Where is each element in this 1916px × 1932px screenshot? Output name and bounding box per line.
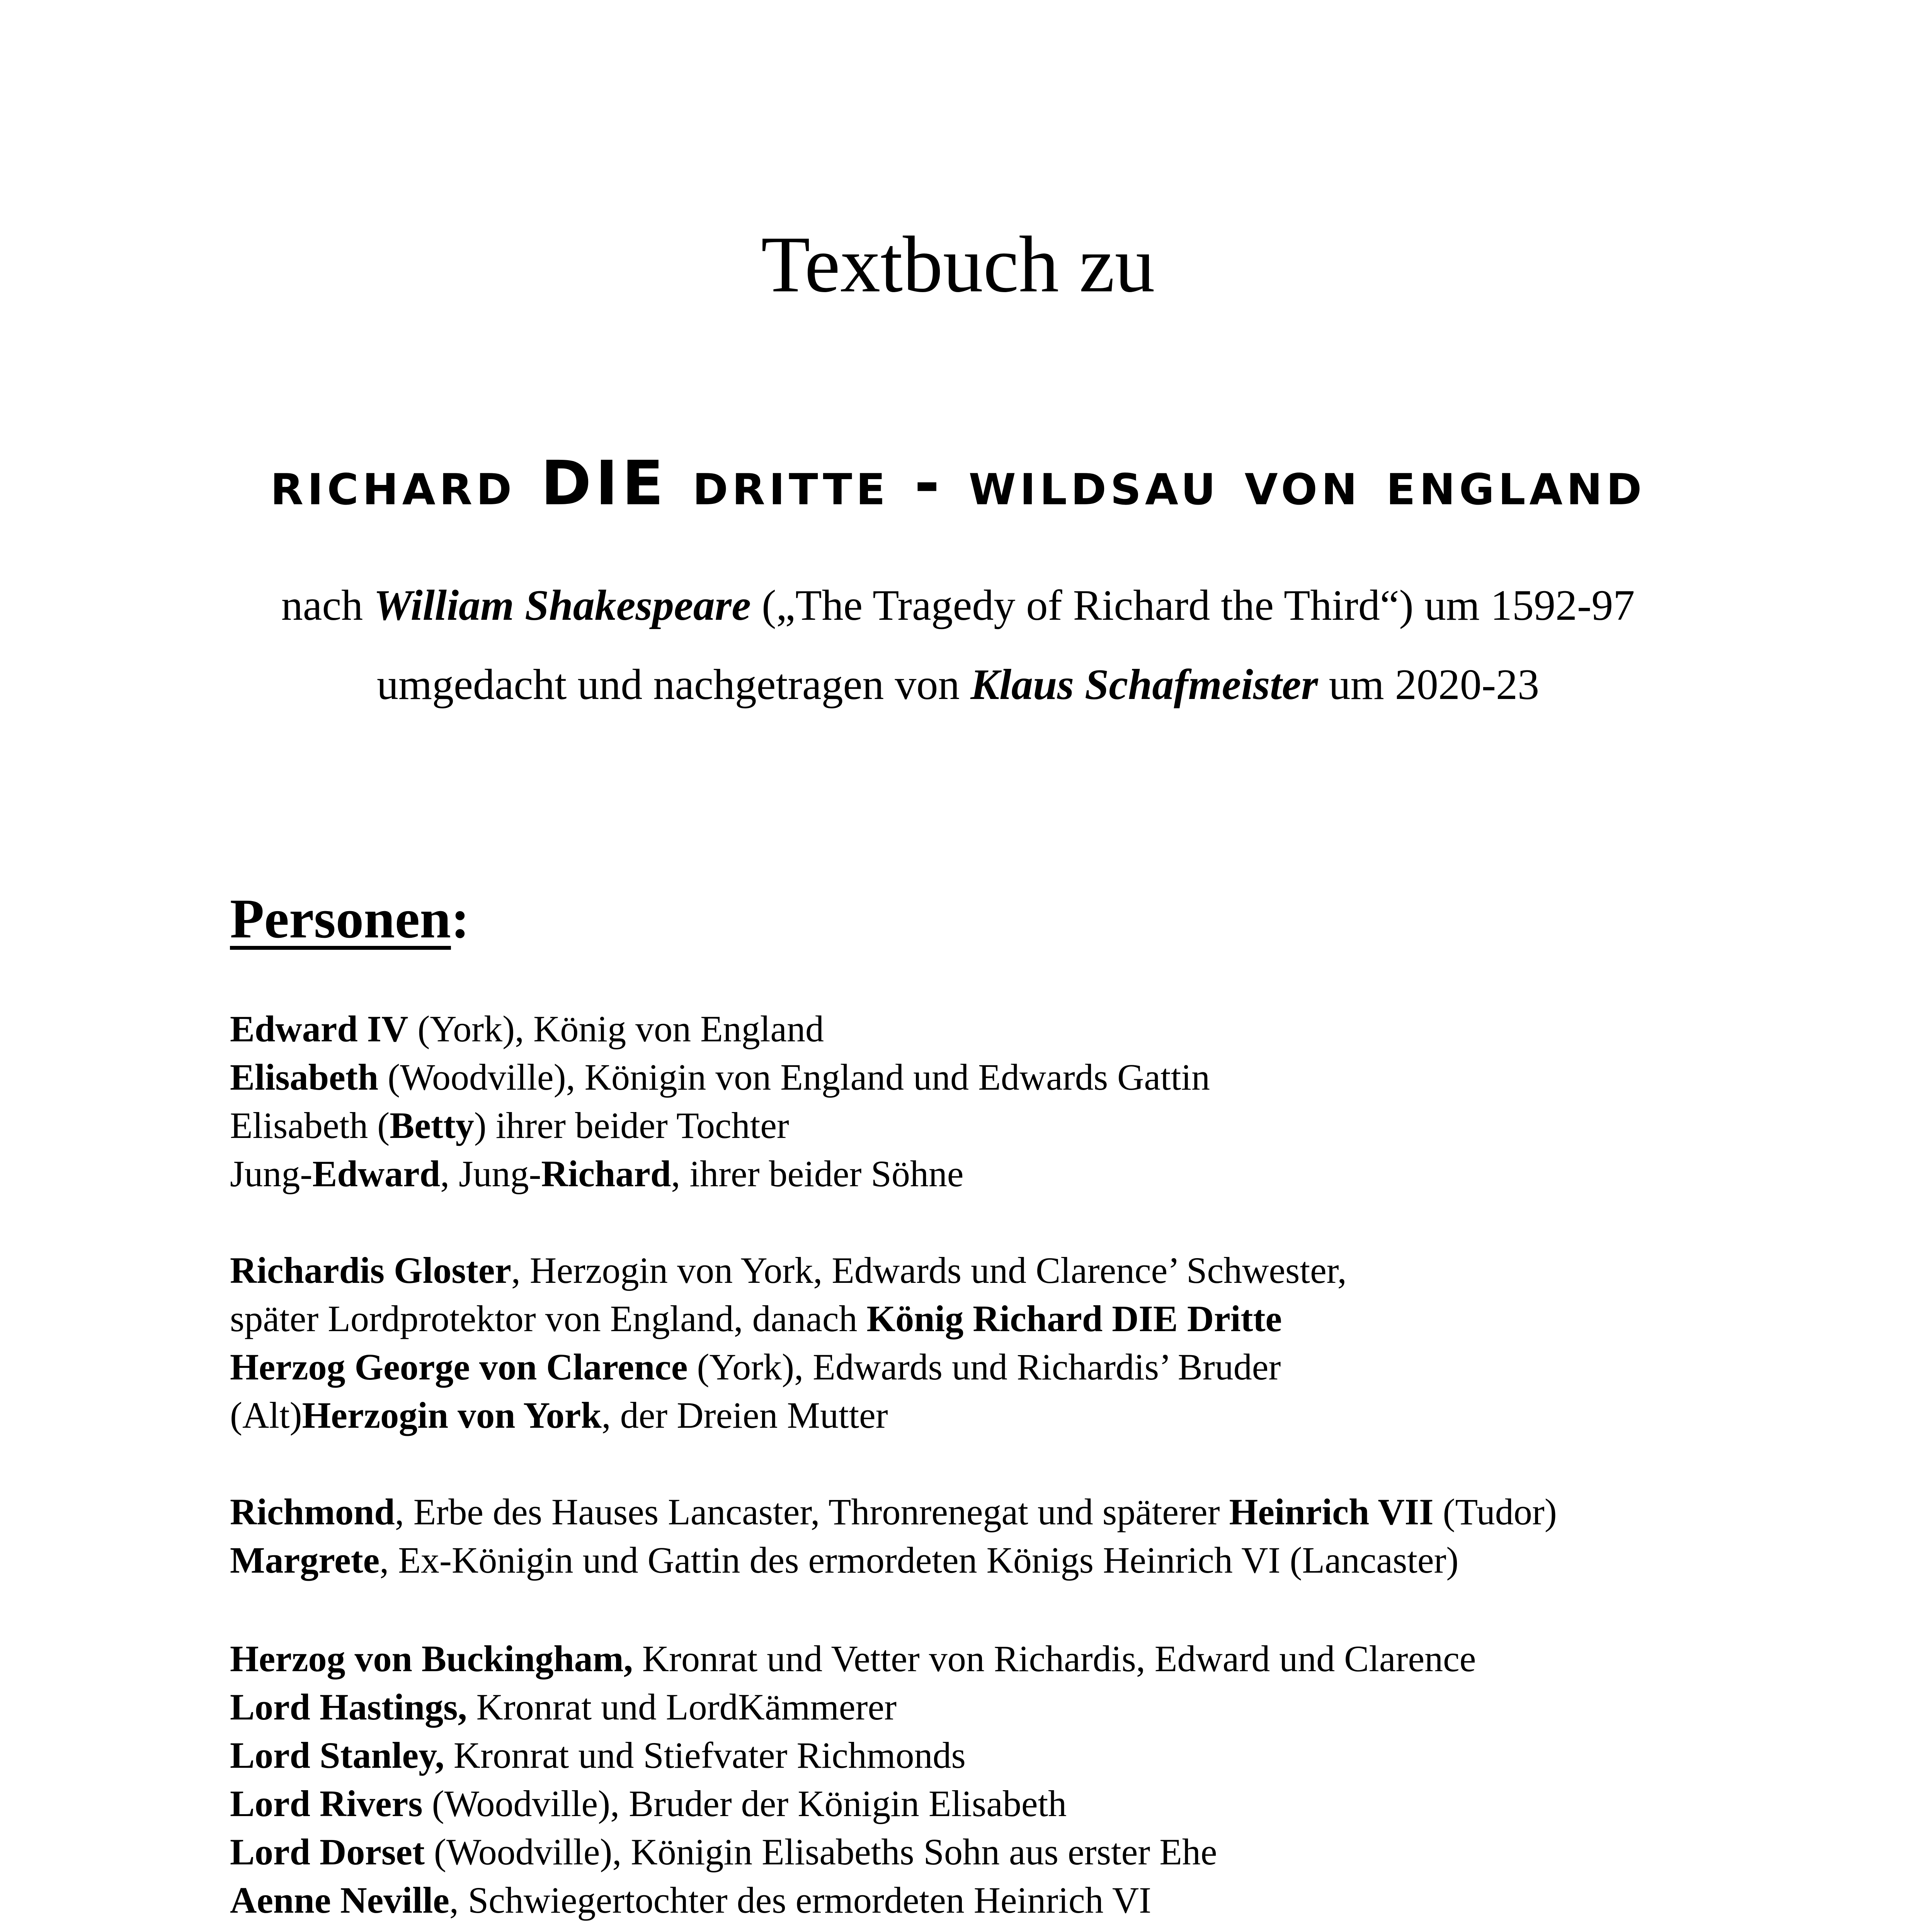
cast-description: (Tudor) bbox=[1433, 1491, 1557, 1532]
cast-name: Margrete bbox=[230, 1539, 380, 1581]
cast-entry bbox=[230, 1101, 1698, 1150]
cast-group bbox=[230, 1005, 1698, 1198]
cast-entry bbox=[230, 1634, 1698, 1683]
cast-entry bbox=[230, 1828, 1698, 1876]
cast-entry bbox=[230, 1876, 1698, 1924]
cast-name: Richard bbox=[541, 1153, 671, 1194]
credit-prefix: nach bbox=[281, 582, 374, 629]
credit-suffix: („The Tragedy of Richard the Third“) um 1592-97 bbox=[751, 582, 1635, 629]
cast-description: (Woodville), Königin Elisabeths Sohn aus erster Ehe bbox=[424, 1831, 1217, 1872]
cast-name: Lord Hastings, bbox=[230, 1686, 467, 1728]
cast-description: , Schwiegertochter des ermordeten Heinrich VI bbox=[449, 1879, 1152, 1921]
play-title bbox=[0, 450, 1916, 517]
cast-entry bbox=[230, 1343, 1698, 1391]
cast-name: Edward bbox=[312, 1153, 441, 1194]
cast-description: , der Dreien Mutter bbox=[601, 1395, 888, 1436]
cast-name: Betty bbox=[390, 1105, 474, 1146]
page-title: Textbuch zu bbox=[761, 220, 1155, 309]
cast-description: Kronrat und Stiefvater Richmonds bbox=[444, 1735, 966, 1776]
play-title-part2: DIE bbox=[541, 448, 668, 519]
cast-entry bbox=[230, 1731, 1698, 1779]
cast-entry bbox=[230, 1779, 1698, 1828]
cast-name: Herzog George von Clarence bbox=[230, 1346, 688, 1388]
cast-group bbox=[230, 1246, 1698, 1439]
cast-name: König Richard DIE Dritte bbox=[866, 1298, 1282, 1339]
cast-description: Jung- bbox=[230, 1153, 313, 1194]
cast-group bbox=[230, 1634, 1698, 1924]
cast-name: Lord Rivers bbox=[230, 1783, 423, 1824]
cast-description: (Woodville), Bruder der Königin Elisabeth bbox=[422, 1783, 1067, 1824]
cast-entry bbox=[230, 1053, 1698, 1101]
cast-description: Elisabeth ( bbox=[230, 1105, 390, 1146]
cast-entry bbox=[230, 1683, 1698, 1731]
cast-description: (Alt) bbox=[230, 1395, 302, 1436]
cast-entry bbox=[230, 1150, 1698, 1198]
cast-description: , Ex-Königin und Gattin des ermordeten Königs Heinrich VI (Lancaster) bbox=[379, 1539, 1459, 1581]
play-title-part3: dritte - wildsau von england bbox=[667, 448, 1646, 519]
cast-group bbox=[230, 1488, 1698, 1584]
cast-name: Richardis Gloster bbox=[230, 1250, 511, 1291]
cast-name: Lord Dorset bbox=[230, 1831, 425, 1872]
section-heading bbox=[230, 887, 470, 951]
cast-entry bbox=[230, 1536, 1698, 1584]
cast-name: Lord Stanley, bbox=[230, 1735, 444, 1776]
cast-description: ) ihrer beider Tochter bbox=[474, 1105, 789, 1146]
cast-name: Aenne Neville bbox=[230, 1879, 449, 1921]
credit-line-1 bbox=[0, 580, 1916, 631]
section-heading-colon: : bbox=[451, 888, 470, 950]
cast-name: Herzogin von York bbox=[302, 1395, 602, 1436]
cast-entry bbox=[230, 1294, 1698, 1343]
cast-entry bbox=[230, 1391, 1698, 1439]
cast-description: , Jung- bbox=[440, 1153, 541, 1194]
cast-entry bbox=[230, 1488, 1698, 1536]
credit-suffix: um 2020-23 bbox=[1318, 661, 1539, 709]
play-title-part1: richard bbox=[270, 448, 541, 519]
cast-description: (Woodville), Königin von England und Edwards Gattin bbox=[378, 1056, 1210, 1098]
cast-name: Herzog von Buckingham, bbox=[230, 1638, 633, 1679]
cast-description: später Lordprotektor von England, danach bbox=[230, 1298, 867, 1339]
credit-prefix: umgedacht und nachgetragen von bbox=[377, 661, 971, 709]
cast-name: Heinrich VII bbox=[1229, 1491, 1434, 1532]
cast-description: , ihrer beider Söhne bbox=[671, 1153, 964, 1194]
cast-description: Kronrat und LordKämmerer bbox=[467, 1686, 897, 1728]
cast-entry bbox=[230, 1005, 1698, 1053]
cast-description: , Erbe des Hauses Lancaster, Thronrenegat und späterer bbox=[395, 1491, 1229, 1532]
section-heading-label: Personen bbox=[230, 888, 451, 950]
cast-description: , Herzogin von York, Edwards und Clarence’ Schwester, bbox=[511, 1250, 1347, 1291]
cast-name: Edward IV bbox=[230, 1008, 408, 1049]
credit-author: Klaus Schafmeister bbox=[970, 661, 1318, 709]
credit-line-2 bbox=[0, 659, 1916, 711]
cast-description: (York), Edwards und Richardis’ Bruder bbox=[687, 1346, 1281, 1388]
cast-name: Richmond bbox=[230, 1491, 395, 1532]
cast-description: Kronrat und Vetter von Richardis, Edward und Clarence bbox=[633, 1638, 1476, 1679]
cast-entry bbox=[230, 1246, 1698, 1294]
credit-author: William Shakespeare bbox=[374, 582, 751, 629]
cast-name: Elisabeth bbox=[230, 1056, 379, 1098]
cast-description: (York), König von England bbox=[408, 1008, 824, 1049]
